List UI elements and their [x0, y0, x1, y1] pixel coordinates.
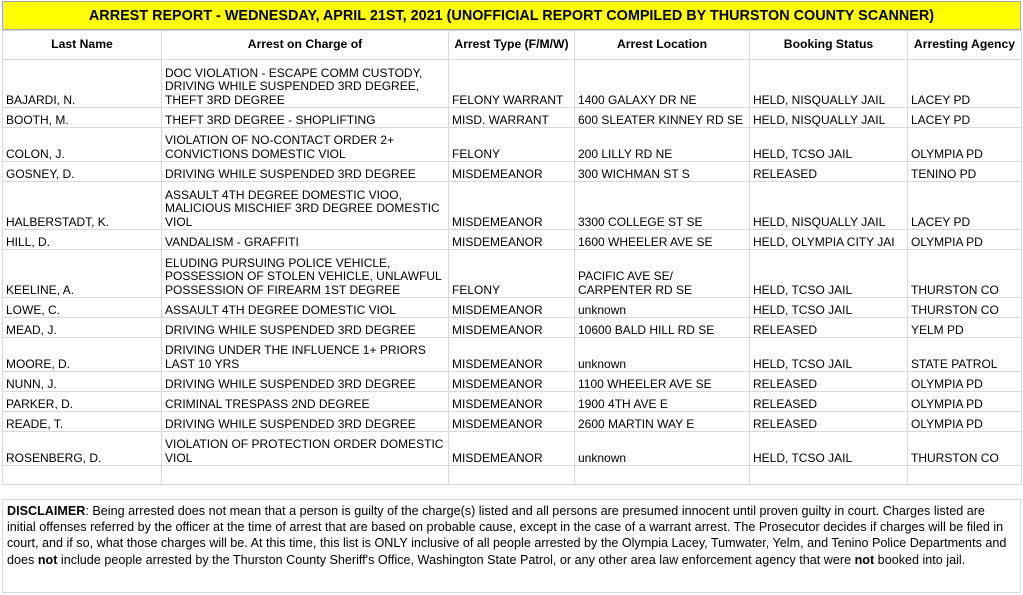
col-arrest-type: Arrest Type (F/M/W) — [449, 31, 575, 60]
cell-location: 2600 MARTIN WAY E — [575, 412, 750, 432]
table-row — [3, 128, 1022, 162]
cell-location: PACIFIC AVE SE/ CARPENTER RD SE — [575, 250, 750, 298]
cell-status: HELD, NISQUALLY JAIL — [750, 60, 908, 108]
cell-agency: LACEY PD — [908, 182, 1022, 230]
cell-agency: THURSTON CO — [908, 432, 1022, 466]
cell-status: HELD, TCSO JAIL — [750, 432, 908, 466]
cell-name: NUNN, J. — [3, 372, 162, 392]
cell-name: BAJARDI, N. — [3, 60, 162, 108]
cell-charge: THEFT 3RD DEGREE - SHOPLIFTING — [162, 108, 449, 128]
cell-status: HELD, TCSO JAIL — [750, 298, 908, 318]
disclaimer-text-3: booked into jail. — [874, 552, 966, 567]
cell-charge: VIOLATION OF PROTECTION ORDER DOMESTIC VIOL — [162, 432, 449, 466]
cell-type: MISDEMEANOR — [449, 318, 575, 338]
cell-status: RELEASED — [750, 392, 908, 412]
table-row — [3, 230, 1022, 250]
table-row — [3, 60, 1022, 108]
cell-agency: YELM PD — [908, 318, 1022, 338]
cell-status: HELD, TCSO JAIL — [750, 250, 908, 298]
cell-type: MISDEMEANOR — [449, 182, 575, 230]
cell-agency: OLYMPIA PD — [908, 392, 1022, 412]
cell-location: 1600 WHEELER AVE SE — [575, 230, 750, 250]
cell-status: RELEASED — [750, 412, 908, 432]
cell-status: RELEASED — [750, 318, 908, 338]
cell-status: HELD, OLYMPIA CITY JAI — [750, 230, 908, 250]
cell-agency: TENINO PD — [908, 162, 1022, 182]
cell-location: 1100 WHEELER AVE SE — [575, 372, 750, 392]
cell-type: MISDEMEANOR — [449, 338, 575, 372]
cell-name: HILL, D. — [3, 230, 162, 250]
cell-charge: ELUDING PURSUING POLICE VEHICLE, POSSESSION OF STOLEN VEHICLE, UNLAWFUL POSSESSION OF FIREARM 1ST DEGREE — [162, 250, 449, 298]
cell-status: RELEASED — [750, 162, 908, 182]
col-location: Arrest Location — [575, 31, 750, 60]
col-agency: Arresting Agency — [908, 31, 1022, 60]
cell-agency: LACEY PD — [908, 60, 1022, 108]
cell-status: HELD, TCSO JAIL — [750, 128, 908, 162]
cell-name: MOORE, D. — [3, 338, 162, 372]
cell-agency: THURSTON CO — [908, 298, 1022, 318]
cell-charge: DRIVING WHILE SUSPENDED 3RD DEGREE — [162, 318, 449, 338]
col-last-name: Last Name — [3, 31, 162, 60]
arrest-table — [2, 30, 1022, 485]
disclaimer-not-1: not — [37, 552, 58, 567]
cell-charge: VANDALISM - GRAFFITI — [162, 230, 449, 250]
table-row — [3, 108, 1022, 128]
cell-name: HALBERSTADT, K. — [3, 182, 162, 230]
cell-agency: OLYMPIA PD — [908, 128, 1022, 162]
cell-name: MEAD, J. — [3, 318, 162, 338]
table-row — [3, 318, 1022, 338]
cell-name: KEELINE, A. — [3, 250, 162, 298]
cell-name: BOOTH, M. — [3, 108, 162, 128]
cell-location: 3300 COLLEGE ST SE — [575, 182, 750, 230]
cell-name: ROSENBERG, D. — [3, 432, 162, 466]
cell-location: 1900 4TH AVE E — [575, 392, 750, 412]
cell-type: MISDEMEANOR — [449, 392, 575, 412]
cell-charge: ASSAULT 4TH DEGREE DOMESTIC VIOO, MALICIOUS MISCHIEF 3RD DEGREE DOMESTIC VIOL — [162, 182, 449, 230]
cell-status: RELEASED — [750, 372, 908, 392]
cell-charge: DRIVING WHILE SUSPENDED 3RD DEGREE — [162, 412, 449, 432]
table-row — [3, 392, 1022, 412]
cell-location: unknown — [575, 432, 750, 466]
table-row — [3, 412, 1022, 432]
col-booking-status: Booking Status — [750, 31, 908, 60]
cell-status: HELD, NISQUALLY JAIL — [750, 108, 908, 128]
table-row — [3, 338, 1022, 372]
cell-type: MISDEMEANOR — [449, 412, 575, 432]
cell-type: FELONY — [449, 128, 575, 162]
table-row — [3, 298, 1022, 318]
cell-agency: OLYMPIA PD — [908, 372, 1022, 392]
header-row — [3, 31, 1022, 60]
cell-charge: ASSAULT 4TH DEGREE DOMESTIC VIOL — [162, 298, 449, 318]
cell-type: MISDEMEANOR — [449, 432, 575, 466]
table-row — [3, 162, 1022, 182]
disclaimer-text-2: include people arrested by the Thurston County Sheriff's Office, Washington State Patrol, or any other area law enforcement agency that were — [57, 552, 855, 567]
cell-name: LOWE, C. — [3, 298, 162, 318]
cell-type: MISDEMEANOR — [449, 298, 575, 318]
cell-agency: LACEY PD — [908, 108, 1022, 128]
cell-charge: DOC VIOLATION - ESCAPE COMM CUSTODY, DRIVING WHILE SUSPENDED 3RD DEGREE, THEFT 3RD DEGREE — [162, 60, 449, 108]
cell-agency: STATE PATROL — [908, 338, 1022, 372]
report-title: ARREST REPORT - WEDNESDAY, APRIL 21ST, 2021 (UNOFFICIAL REPORT COMPILED BY THURSTON COUNTY SCANNER) — [2, 1, 1021, 30]
cell-type: MISDEMEANOR — [449, 230, 575, 250]
cell-charge: DRIVING UNDER THE INFLUENCE 1+ PRIORS LAST 10 YRS — [162, 338, 449, 372]
table-row — [3, 182, 1022, 230]
cell-charge: DRIVING WHILE SUSPENDED 3RD DEGREE — [162, 162, 449, 182]
cell-location: 1400 GALAXY DR NE — [575, 60, 750, 108]
cell-type: FELONY WARRANT — [449, 60, 575, 108]
cell-name: COLON, J. — [3, 128, 162, 162]
cell-charge: DRIVING WHILE SUSPENDED 3RD DEGREE — [162, 372, 449, 392]
cell-location: unknown — [575, 298, 750, 318]
table-row — [3, 250, 1022, 298]
table-row — [3, 432, 1022, 466]
cell-agency: THURSTON CO — [908, 250, 1022, 298]
cell-charge: VIOLATION OF NO-CONTACT ORDER 2+ CONVICTIONS DOMESTIC VIOL — [162, 128, 449, 162]
cell-location: 200 LILLY RD NE — [575, 128, 750, 162]
cell-name: GOSNEY, D. — [3, 162, 162, 182]
col-charge: Arrest on Charge of — [162, 31, 449, 60]
cell-type: MISDEMEANOR — [449, 372, 575, 392]
cell-type: MISDEMEANOR — [449, 162, 575, 182]
disclaimer-not-2: not — [854, 552, 875, 567]
cell-location: 10600 BALD HILL RD SE — [575, 318, 750, 338]
empty-row — [3, 466, 1022, 485]
cell-location: 600 SLEATER KINNEY RD SE — [575, 108, 750, 128]
cell-status: HELD, TCSO JAIL — [750, 338, 908, 372]
disclaimer — [2, 499, 1021, 593]
disclaimer-label: DISCLAIMER — [7, 504, 86, 518]
table-row — [3, 372, 1022, 392]
cell-agency: OLYMPIA PD — [908, 230, 1022, 250]
cell-charge: CRIMINAL TRESPASS 2ND DEGREE — [162, 392, 449, 412]
cell-name: READE, T. — [3, 412, 162, 432]
cell-location: unknown — [575, 338, 750, 372]
cell-agency: OLYMPIA PD — [908, 412, 1022, 432]
cell-type: FELONY — [449, 250, 575, 298]
cell-type: MISD. WARRANT — [449, 108, 575, 128]
cell-name: PARKER, D. — [3, 392, 162, 412]
cell-status: HELD, NISQUALLY JAIL — [750, 182, 908, 230]
cell-location: 300 WICHMAN ST S — [575, 162, 750, 182]
disclaimer-text-1: : Being arrested does not mean that a person is guilty of the charge(s) listed and all persons are presumed innocent until proven guilty in court. Charges listed are initial offenses referred by the officer at the time of arrest that are based on probable cause, except in the case of a warrant arrest. The Prosecutor decides if charges will be filed in court, and if so, what those charges will be. At this time, this list is ONLY inclusive of all people arrested by the Olympia Lacey, Tumwater, Yelm, and Tenino Police Departments and does — [7, 504, 1007, 567]
